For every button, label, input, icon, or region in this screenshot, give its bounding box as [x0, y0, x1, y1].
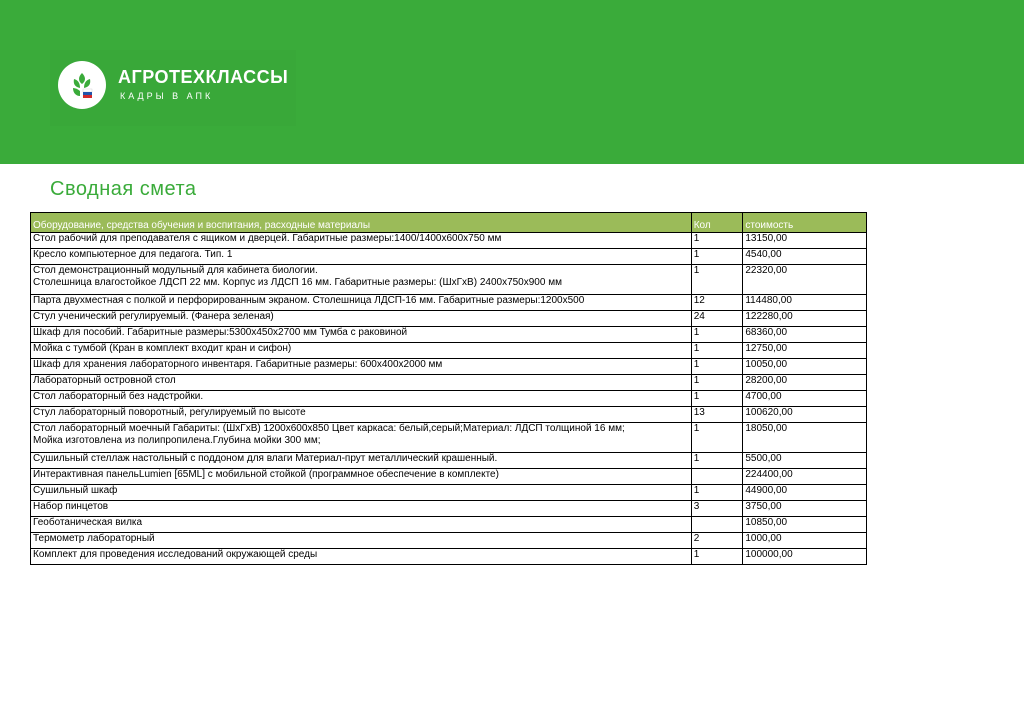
table-row: [31, 501, 867, 517]
cell-cost: 10850,00: [743, 517, 867, 533]
cell-equipment-name: Стол лабораторный моечный Габариты: (ШхГхВ) 1200х600х850 Цвет каркаса: белый,серый;Материал: ЛДСП толщиной 16 мм; Мойка изготовлена из полипропилена.Глубина мойки 300 мм;: [31, 423, 692, 453]
table-row: [31, 407, 867, 423]
wheat-flag-icon: [58, 61, 106, 109]
cell-equipment-name: Шкаф для хранения лабораторного инвентаря. Габаритные размеры: 600х400х2000 мм: [31, 359, 692, 375]
cell-cost: 68360,00: [743, 327, 867, 343]
cell-equipment-name: Стул лабораторный поворотный, регулируемый по высоте: [31, 407, 692, 423]
cell-quantity: 1: [691, 233, 743, 249]
table-row: [31, 423, 867, 453]
cell-cost: 44900,00: [743, 485, 867, 501]
estimate-table: [30, 212, 867, 565]
table-row: [31, 485, 867, 501]
cell-quantity: 2: [691, 533, 743, 549]
cell-quantity: 3: [691, 501, 743, 517]
cell-quantity: 1: [691, 265, 743, 295]
cell-quantity: 1: [691, 391, 743, 407]
cell-equipment-name: Лабораторный островной стол: [31, 375, 692, 391]
cell-equipment-name: Шкаф для пособий. Габаритные размеры:5300х450х2700 мм Тумба с раковиной: [31, 327, 692, 343]
table-row: [31, 327, 867, 343]
cell-cost: 224400,00: [743, 469, 867, 485]
cell-cost: 22320,00: [743, 265, 867, 295]
brand-tagline: КАДРЫ В АПК: [120, 91, 214, 101]
cell-equipment-name: Термометр лабораторный: [31, 533, 692, 549]
cell-quantity: 1: [691, 485, 743, 501]
cell-equipment-name: Комплект для проведения исследований окружающей среды: [31, 549, 692, 565]
table-row: [31, 343, 867, 359]
cell-cost: 13150,00: [743, 233, 867, 249]
cell-quantity: 1: [691, 359, 743, 375]
cell-quantity: 1: [691, 375, 743, 391]
cell-quantity: 13: [691, 407, 743, 423]
table-row: [31, 375, 867, 391]
cell-quantity: 1: [691, 249, 743, 265]
page-title: Сводная смета: [50, 178, 197, 200]
cell-quantity: 1: [691, 343, 743, 359]
header-banner: [0, 0, 1024, 164]
cell-equipment-name: Стол лабораторный без надстройки.: [31, 391, 692, 407]
cell-cost: 122280,00: [743, 311, 867, 327]
cell-cost: 4700,00: [743, 391, 867, 407]
cell-cost: 114480,00: [743, 295, 867, 311]
cell-quantity: [691, 469, 743, 485]
cell-quantity: 1: [691, 453, 743, 469]
table-row: [31, 469, 867, 485]
cell-cost: 100000,00: [743, 549, 867, 565]
cell-equipment-name: Парта двухместная с полкой и перфорированным экраном. Столешница ЛДСП-16 мм. Габаритные размеры:1200х500: [31, 295, 692, 311]
cell-equipment-name: Геоботаническая вилка: [31, 517, 692, 533]
column-header-cost: стоимость: [743, 213, 867, 233]
cell-equipment-name: Кресло компьютерное для педагога. Тип. 1: [31, 249, 692, 265]
cell-equipment-name: Стул ученический регулируемый. (Фанера зеленая): [31, 311, 692, 327]
cell-equipment-name: Набор пинцетов: [31, 501, 692, 517]
cell-quantity: [691, 517, 743, 533]
cell-equipment-name: Сушильный стеллаж настольный с поддоном для влаги Материал-прут металлический крашенный.: [31, 453, 692, 469]
table-row: [31, 453, 867, 469]
table-row: [31, 265, 867, 295]
cell-equipment-name: Интерактивная панельLumien [65ML] с мобильной стойкой (программное обеспечение в комплекте): [31, 469, 692, 485]
cell-cost: 100620,00: [743, 407, 867, 423]
cell-cost: 12750,00: [743, 343, 867, 359]
table-row: [31, 359, 867, 375]
table-header-row: [31, 213, 867, 233]
cell-quantity: 1: [691, 327, 743, 343]
cell-cost: 3750,00: [743, 501, 867, 517]
table-row: [31, 233, 867, 249]
cell-cost: 4540,00: [743, 249, 867, 265]
cell-quantity: 12: [691, 295, 743, 311]
cell-equipment-name: Сушильный шкаф: [31, 485, 692, 501]
cell-cost: 28200,00: [743, 375, 867, 391]
cell-equipment-name: Стол демонстрационный модульный для кабинета биологии. Столешница влагостойкое ЛДСП 22 мм. Корпус из ЛДСП 16 мм. Габаритные размеры: (ШхГхВ) 2400х750х900 мм: [31, 265, 692, 295]
cell-cost: 1000,00: [743, 533, 867, 549]
cell-cost: 5500,00: [743, 453, 867, 469]
cell-equipment-name: Мойка с тумбой (Кран в комплект входит кран и сифон): [31, 343, 692, 359]
brand-logo: [50, 50, 296, 126]
table-row: [31, 249, 867, 265]
table-row: [31, 533, 867, 549]
brand-name: АГРОТЕХКЛАССЫ: [118, 67, 289, 87]
column-header-equipment: Оборудование, средства обучения и воспитания, расходные материалы: [31, 213, 692, 233]
table-row: [31, 391, 867, 407]
table-row: [31, 295, 867, 311]
column-header-qty: Кол: [691, 213, 743, 233]
cell-quantity: 24: [691, 311, 743, 327]
table-row: [31, 311, 867, 327]
cell-equipment-name: Стол рабочий для преподавателя с ящиком и дверцей. Габаритные размеры:1400/1400х600х750 мм: [31, 233, 692, 249]
cell-quantity: 1: [691, 549, 743, 565]
cell-cost: 18050,00: [743, 423, 867, 453]
cell-cost: 10050,00: [743, 359, 867, 375]
cell-quantity: 1: [691, 423, 743, 453]
table-row: [31, 549, 867, 565]
table-row: [31, 517, 867, 533]
